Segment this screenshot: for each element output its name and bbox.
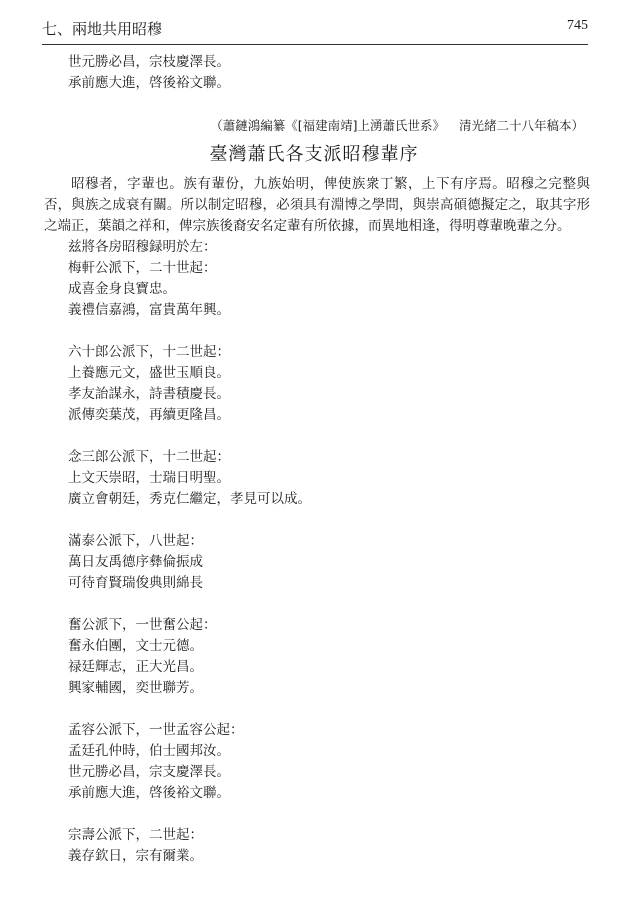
lineage-list bbox=[68, 237, 311, 888]
list-line: 念三郎公派下，十二世起： bbox=[68, 449, 230, 465]
verse-line: 承前應大進，啓後裕文聯。 bbox=[68, 75, 230, 91]
list-line: 六十郎公派下，十二世起： bbox=[68, 344, 230, 360]
source-author: （蕭鏈鴻編纂《[福建南靖]上湧蕭氏世系》 bbox=[210, 118, 445, 133]
top-verse bbox=[68, 52, 230, 94]
list-line: 派傳奕葉茂，再續更隆昌。 bbox=[68, 407, 230, 423]
lineage-group bbox=[68, 615, 311, 699]
list-line: 滿泰公派下，八世起： bbox=[68, 533, 203, 549]
lineage-group bbox=[68, 531, 311, 594]
list-line: 上養應元文，盛世玉順良。 bbox=[68, 365, 230, 381]
page-number: 745 bbox=[567, 18, 588, 33]
list-line: 宗壽公派下，二世起： bbox=[68, 827, 203, 843]
lineage-group bbox=[68, 447, 311, 510]
list-line: 梅軒公派下，二十世起： bbox=[68, 260, 217, 276]
section-heading: 臺灣蕭氏各支派昭穆輩序 bbox=[209, 144, 419, 165]
list-line: 世元勝必昌，宗支慶澤長。 bbox=[68, 764, 230, 780]
list-line: 孟廷孔仲時，伯士國邦汝。 bbox=[68, 743, 230, 759]
list-line: 禄廷輝志，正大光昌。 bbox=[68, 659, 203, 675]
list-line: 成喜金身良寶忠。 bbox=[68, 281, 176, 297]
list-line: 義禮信嘉鴻，富貴萬年興。 bbox=[68, 302, 230, 318]
lineage-group bbox=[68, 342, 311, 426]
verse-line: 世元勝必昌，宗枝慶澤長。 bbox=[68, 54, 230, 70]
page-header bbox=[42, 10, 588, 45]
source-edition: 清光緒二十八年稿本） bbox=[458, 118, 584, 133]
lineage-group bbox=[68, 237, 311, 321]
list-line: 兹將各房昭穆録明於左： bbox=[68, 239, 217, 255]
list-line: 萬日友禹德序彝倫振成 bbox=[68, 554, 203, 570]
list-line: 承前應大進，啓後裕文聯。 bbox=[68, 785, 230, 801]
lineage-group bbox=[68, 825, 311, 867]
intro-paragraph: 昭穆者，字輩也。族有輩份，九族始明，俾使族衆丁繁，上下有序焉。昭穆之完整與否，與族之成衰有關。所以制定昭穆，必須具有淵博之學問，與崇高碩德擬定之，取其字形之端正，葉韻之祥和，俾宗族後裔安名定輩有所依據，而異地相逢，得明尊輩晚輩之分。 bbox=[44, 176, 590, 234]
list-line: 孟容公派下，一世孟容公起： bbox=[68, 722, 244, 738]
source-citation bbox=[210, 116, 584, 134]
list-line: 廣立會朝廷，秀克仁繼定，孝見可以成。 bbox=[68, 491, 311, 507]
list-line: 孝友詒謀永，詩書積慶長。 bbox=[68, 386, 230, 402]
lineage-group bbox=[68, 720, 311, 804]
list-line: 義存欽日，宗有爾業。 bbox=[68, 848, 203, 864]
list-line: 可待育賢瑞俊典則綿長 bbox=[68, 575, 203, 591]
list-line: 奮公派下，一世奮公起： bbox=[68, 617, 217, 633]
list-line: 奮永伯團，文士元德。 bbox=[68, 638, 203, 654]
list-line: 興家輔國，奕世聯芳。 bbox=[68, 680, 203, 696]
chapter-title: 七、兩地共用昭穆 bbox=[42, 20, 163, 38]
list-line: 上文天崇昭，士瑞日明聖。 bbox=[68, 470, 230, 486]
